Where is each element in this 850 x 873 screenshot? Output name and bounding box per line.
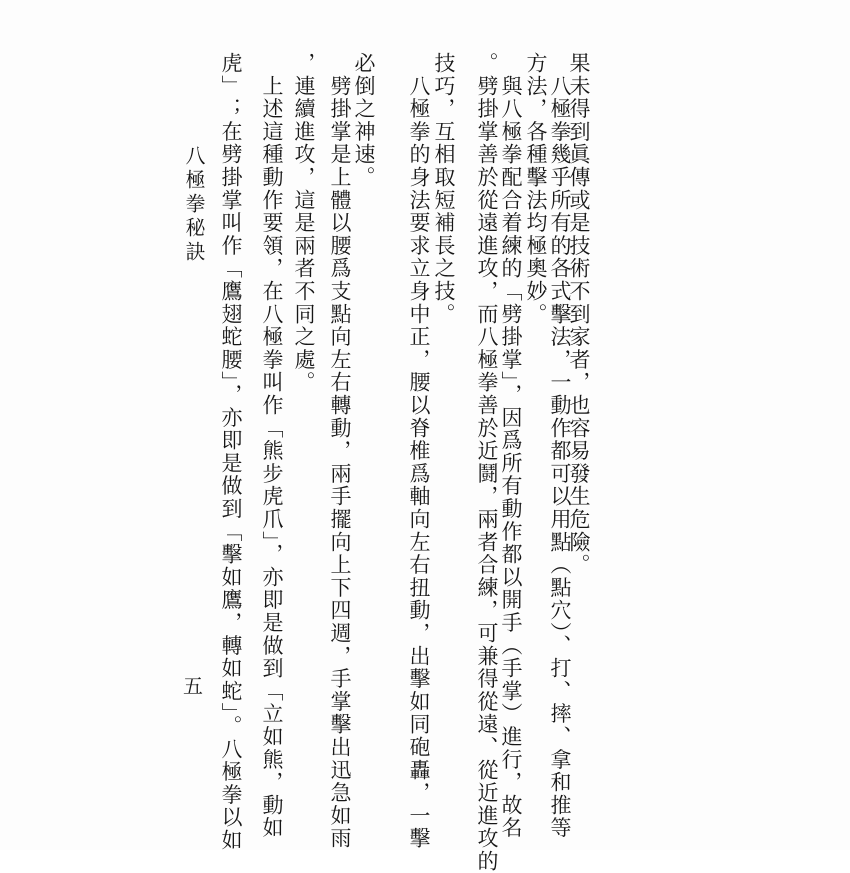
text-column-5: 。劈掛掌善於從遠進攻，而八極拳善於近鬪，兩者合練，可兼得從遠、從近進攻的 — [475, 52, 499, 873]
text-column-11: 上述這種動作要領，在八極拳叫作「熊步虎爪」，亦即是做到「立如熊，動如 — [260, 52, 284, 840]
text-column-1: 果未得到眞傳或是技術不到家者，也容易發生危險。 — [567, 52, 591, 577]
text-column-9: 劈掛掌是上體以腰爲支點向左右轉動，兩手擺向上下四週，手掌擊出迅急如雨 — [328, 52, 352, 850]
text-column-8: 必倒之神速。 — [352, 52, 376, 189]
running-head: 八極拳秘訣 — [182, 145, 206, 265]
text-column-6: 技巧，互相取短補長之技。 — [432, 52, 456, 326]
page-number: 五 — [183, 674, 203, 698]
text-column-4: 與八極拳配合着練的「劈掛掌」，因爲所有動作都以開手（手掌）進行，故名 — [499, 52, 523, 840]
text-column-3: 方法，各種擊法均極奧妙。 — [524, 52, 548, 326]
text-column-7: 八極拳的身法要求立身中正，腰以脊椎爲軸向左右扭動，出擊如同砲轟，一擊 — [407, 52, 431, 850]
text-column-2: 八極拳幾乎所有的各式擊法，一動作都可以用點（點穴）、打、摔、拿和推等 — [548, 52, 572, 840]
text-column-12: 虎」；在劈掛掌叫作「鷹翅蛇腰」，亦即是做到「擊如鷹，轉如蛇」。八極拳以如 — [219, 52, 243, 852]
text-column-10: ，連續進攻，這是兩者不同之處。 — [292, 52, 316, 394]
